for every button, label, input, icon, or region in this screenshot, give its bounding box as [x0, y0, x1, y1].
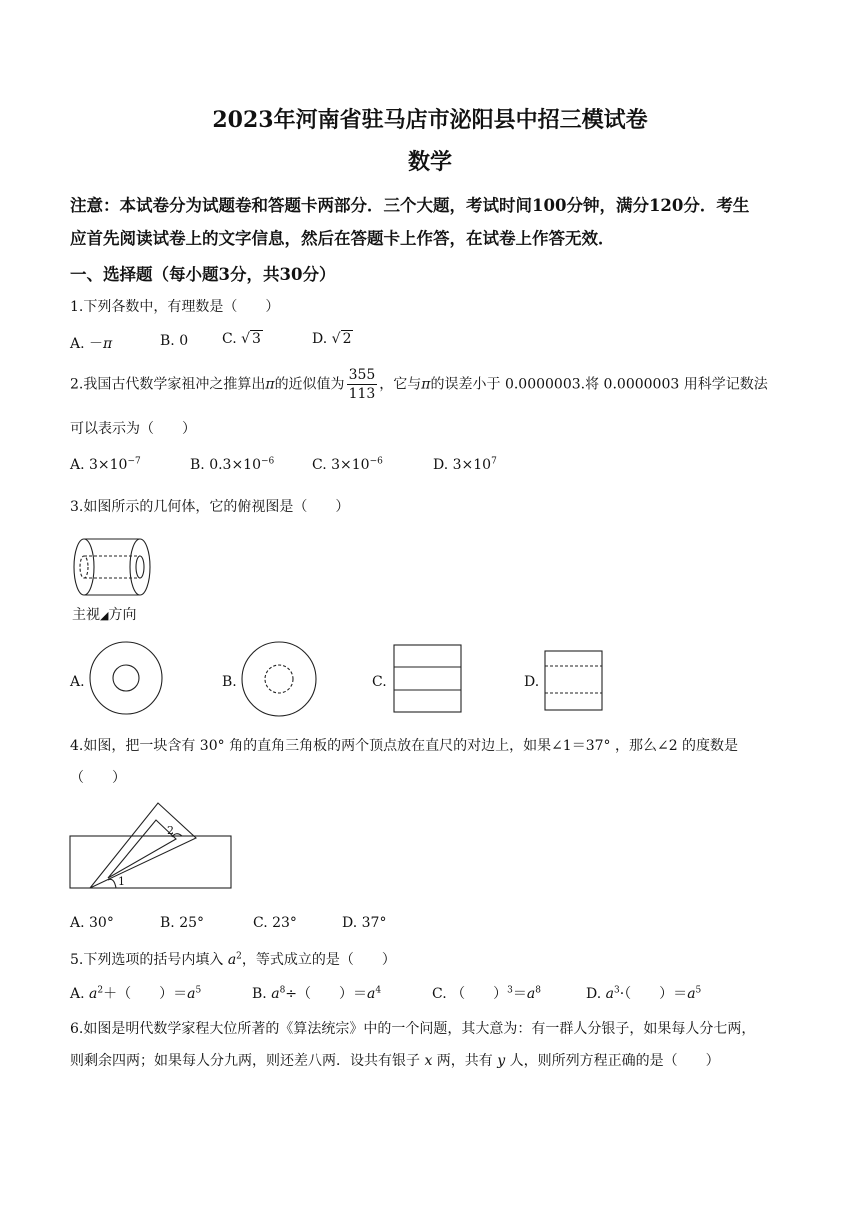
- question-3-stem: 3.如图所示的几何体，它的俯视图是（ ）: [70, 499, 350, 515]
- set-square-inner: [108, 820, 176, 878]
- q4-option-a: A. 30°: [70, 915, 114, 931]
- q3-view-caption: 主视◢方向: [72, 607, 137, 623]
- q4-ruler-triangle-figure: [68, 800, 234, 892]
- q3-option-b-figure: [240, 640, 318, 718]
- q2-option-d: D. $3\times 10^7$: [433, 456, 497, 473]
- question-1-stem: 1.下列各数中，有理数是（ ）: [70, 299, 280, 315]
- question-5-stem: 5.下列选项的括号内填入 $a^2$，等式成立的是（ ）: [70, 951, 396, 968]
- notice-line-2: 应首先阅读试卷上的文字信息，然后在答题卡上作答，在试卷上作答无效．: [70, 229, 615, 248]
- q3-solid-figure: [68, 532, 160, 604]
- q1-option-a: A. －π: [70, 336, 113, 352]
- q3-option-c-figure: [393, 644, 463, 714]
- question-6-stem-line-2: 则剩余四两；如果每人分九两，则还差八两．设共有银子 x 两，共有 y 人，则所列方程正确的是（ ）: [70, 1053, 720, 1069]
- q1-option-d: D. √ 2: [312, 331, 352, 347]
- q1-option-c: C. √ 3: [222, 331, 261, 347]
- q3-option-a-figure: [88, 640, 164, 716]
- notice-line-1: 注意：本试卷分为试题卷和答题卡两部分．三个大题，考试时间100分钟，满分120分．考生: [70, 196, 750, 215]
- q3-option-d-label: D.: [524, 674, 540, 690]
- q3-option-d-figure: [544, 650, 604, 712]
- arrow-icon: ◢: [100, 609, 109, 622]
- subject-title: 数学: [407, 149, 452, 175]
- question-4-stem-line-1: 4.如图，把一块含有 30° 角的直角三角板的两个顶点放在直尺的对边上，如果∠1＝37° ，那么∠2 的度数是: [70, 738, 739, 754]
- question-2-stem-line-1: 2.我国古代数学家祖冲之推算出π的近似值为 $\frac{355}{113}$ ，它与π的误差小于 0.0000003.将 0.0000003 用科学记数法: [70, 367, 768, 402]
- page-title: 2023年河南省驻马店市泌阳县中招三模试卷: [212, 107, 648, 133]
- angle-1-label: 1: [118, 875, 125, 888]
- question-2-stem-line-2: 可以表示为（ ）: [70, 421, 196, 437]
- q5-option-d: D. $a^3\cdot$（ ）$=a^5$: [586, 985, 702, 1002]
- question-4-stem-line-2: （ ）: [70, 770, 126, 786]
- question-6-stem-line-1: 6.如图是明代数学家程大位所著的《算法统宗》中的一个问题，其大意为：有一群人分银子，如果每人分七两，: [70, 1021, 756, 1037]
- q5-option-b: B. $a^8\div$（ ）$=a^4$: [252, 985, 382, 1002]
- section-heading: 一、选择题（每小题3分，共30分）: [70, 265, 336, 284]
- q3-option-c-label: C.: [372, 674, 387, 690]
- q4-option-d: D. 37°: [342, 915, 387, 931]
- set-square-outer: [90, 803, 196, 888]
- q5-option-a: A. $a^2+$（ ）$=a^5$: [70, 985, 202, 1002]
- q3-option-b-label: B.: [222, 674, 237, 690]
- angle-2-label: 2: [167, 824, 174, 837]
- q2-option-a: A. $3\times 10^{-7}$: [70, 456, 141, 473]
- q4-option-b: B. 25°: [160, 915, 205, 931]
- q4-option-c: C. 23°: [253, 915, 297, 931]
- fraction-355-113: $\frac{355}{113}$: [348, 367, 376, 402]
- ruler: [70, 836, 231, 888]
- q2-option-c: C. $3\times 10^{-6}$: [312, 456, 383, 473]
- q2-option-b: B. $0.3\times 10^{-6}$: [190, 456, 275, 473]
- q5-option-c: C. （ ）$^3=a^8$: [432, 985, 541, 1002]
- q1-option-b: B. 0: [160, 333, 189, 349]
- q3-option-a-label: A.: [70, 674, 85, 690]
